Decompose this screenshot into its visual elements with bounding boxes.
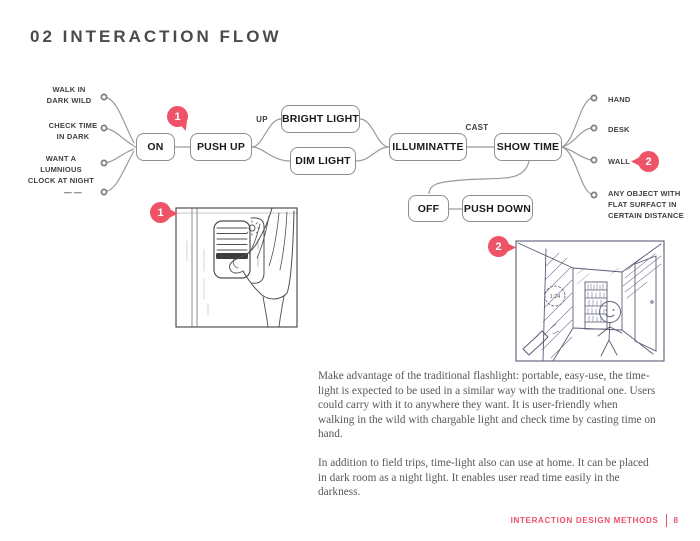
body-paragraph-2: In addition to field trips, time-light also can use at home. It can be placed in dark room as a night light. It enables user read time easily in the darkness. — [318, 456, 649, 499]
page-footer — [511, 514, 678, 527]
output-label-hand — [608, 94, 630, 105]
input-label-ellipsis — [44, 187, 102, 198]
label-line: CHECK TIME — [48, 121, 98, 130]
flow-node-illuminatte: ILLUMINATTE — [389, 133, 467, 161]
badge-1-sketch: 1 — [150, 202, 171, 223]
label-line: WANT A LUMNIOUS — [40, 154, 82, 174]
sketch1-strokes — [176, 208, 297, 327]
flow-node-on: ON — [136, 133, 175, 161]
output-label-desk — [608, 124, 630, 135]
sketch-hand-switch — [175, 207, 298, 328]
flow-node-bright-light: BRIGHT LIGHT — [281, 105, 360, 133]
label-line: HAND — [608, 95, 631, 104]
sketch-room-projection — [515, 240, 665, 362]
label-line: — — — [64, 188, 82, 197]
body-copy — [318, 369, 656, 500]
flow-node-push-up: PUSH UP — [190, 133, 252, 161]
label-line: WALK IN — [52, 85, 86, 94]
body-paragraph-1: Make advantage of the traditional flashlight: portable, easy-use, the time-light is expected to be used in a similar way with the traditional one. Users could carry with it to anywhere they want. It is user-friendly when walking in the wild with chargable light and check time by casting time on hand. — [318, 370, 656, 441]
edge-label-up: UP — [256, 115, 268, 124]
sketch-clock-time-label: 1:24 — [549, 294, 561, 300]
flow-node-show-time: SHOW TIME — [494, 133, 562, 161]
footer-page-number: 8 — [673, 516, 678, 525]
flow-node-dim-light: DIM LIGHT — [290, 147, 356, 175]
label-line: FLAT SURFACT IN — [608, 200, 677, 209]
badge-2-sketch: 2 — [488, 236, 509, 257]
label-line: WALL — [608, 157, 631, 166]
output-label-any-object — [608, 188, 684, 221]
label-line: CERTAIN DISTANCE — [608, 211, 684, 220]
sketch2-strokes — [516, 241, 664, 361]
footer-section-label: INTERACTION DESIGN METHODS — [510, 516, 659, 525]
label-line: DARK WILD — [46, 96, 92, 105]
label-line: IN DARK — [56, 132, 90, 141]
input-label-walk-in-dark-wild — [40, 84, 98, 106]
flow-node-off: OFF — [408, 195, 449, 222]
edge-label-cast: CAST — [465, 123, 489, 132]
badge-2-flow: 2 — [638, 151, 659, 172]
label-line: DESK — [608, 125, 630, 134]
input-label-check-time-in-dark — [44, 120, 102, 142]
flow-node-push-down: PUSH DOWN — [462, 195, 533, 222]
label-line: ANY OBJECT WITH — [608, 189, 681, 198]
label-line: CLOCK AT NIGHT — [27, 176, 95, 185]
input-label-luminous-clock — [24, 153, 98, 186]
output-label-wall — [608, 156, 630, 167]
page-title: 02 INTERACTION FLOW — [30, 27, 282, 46]
footer-divider — [666, 514, 667, 527]
badge-1-flow: 1 — [167, 106, 188, 127]
